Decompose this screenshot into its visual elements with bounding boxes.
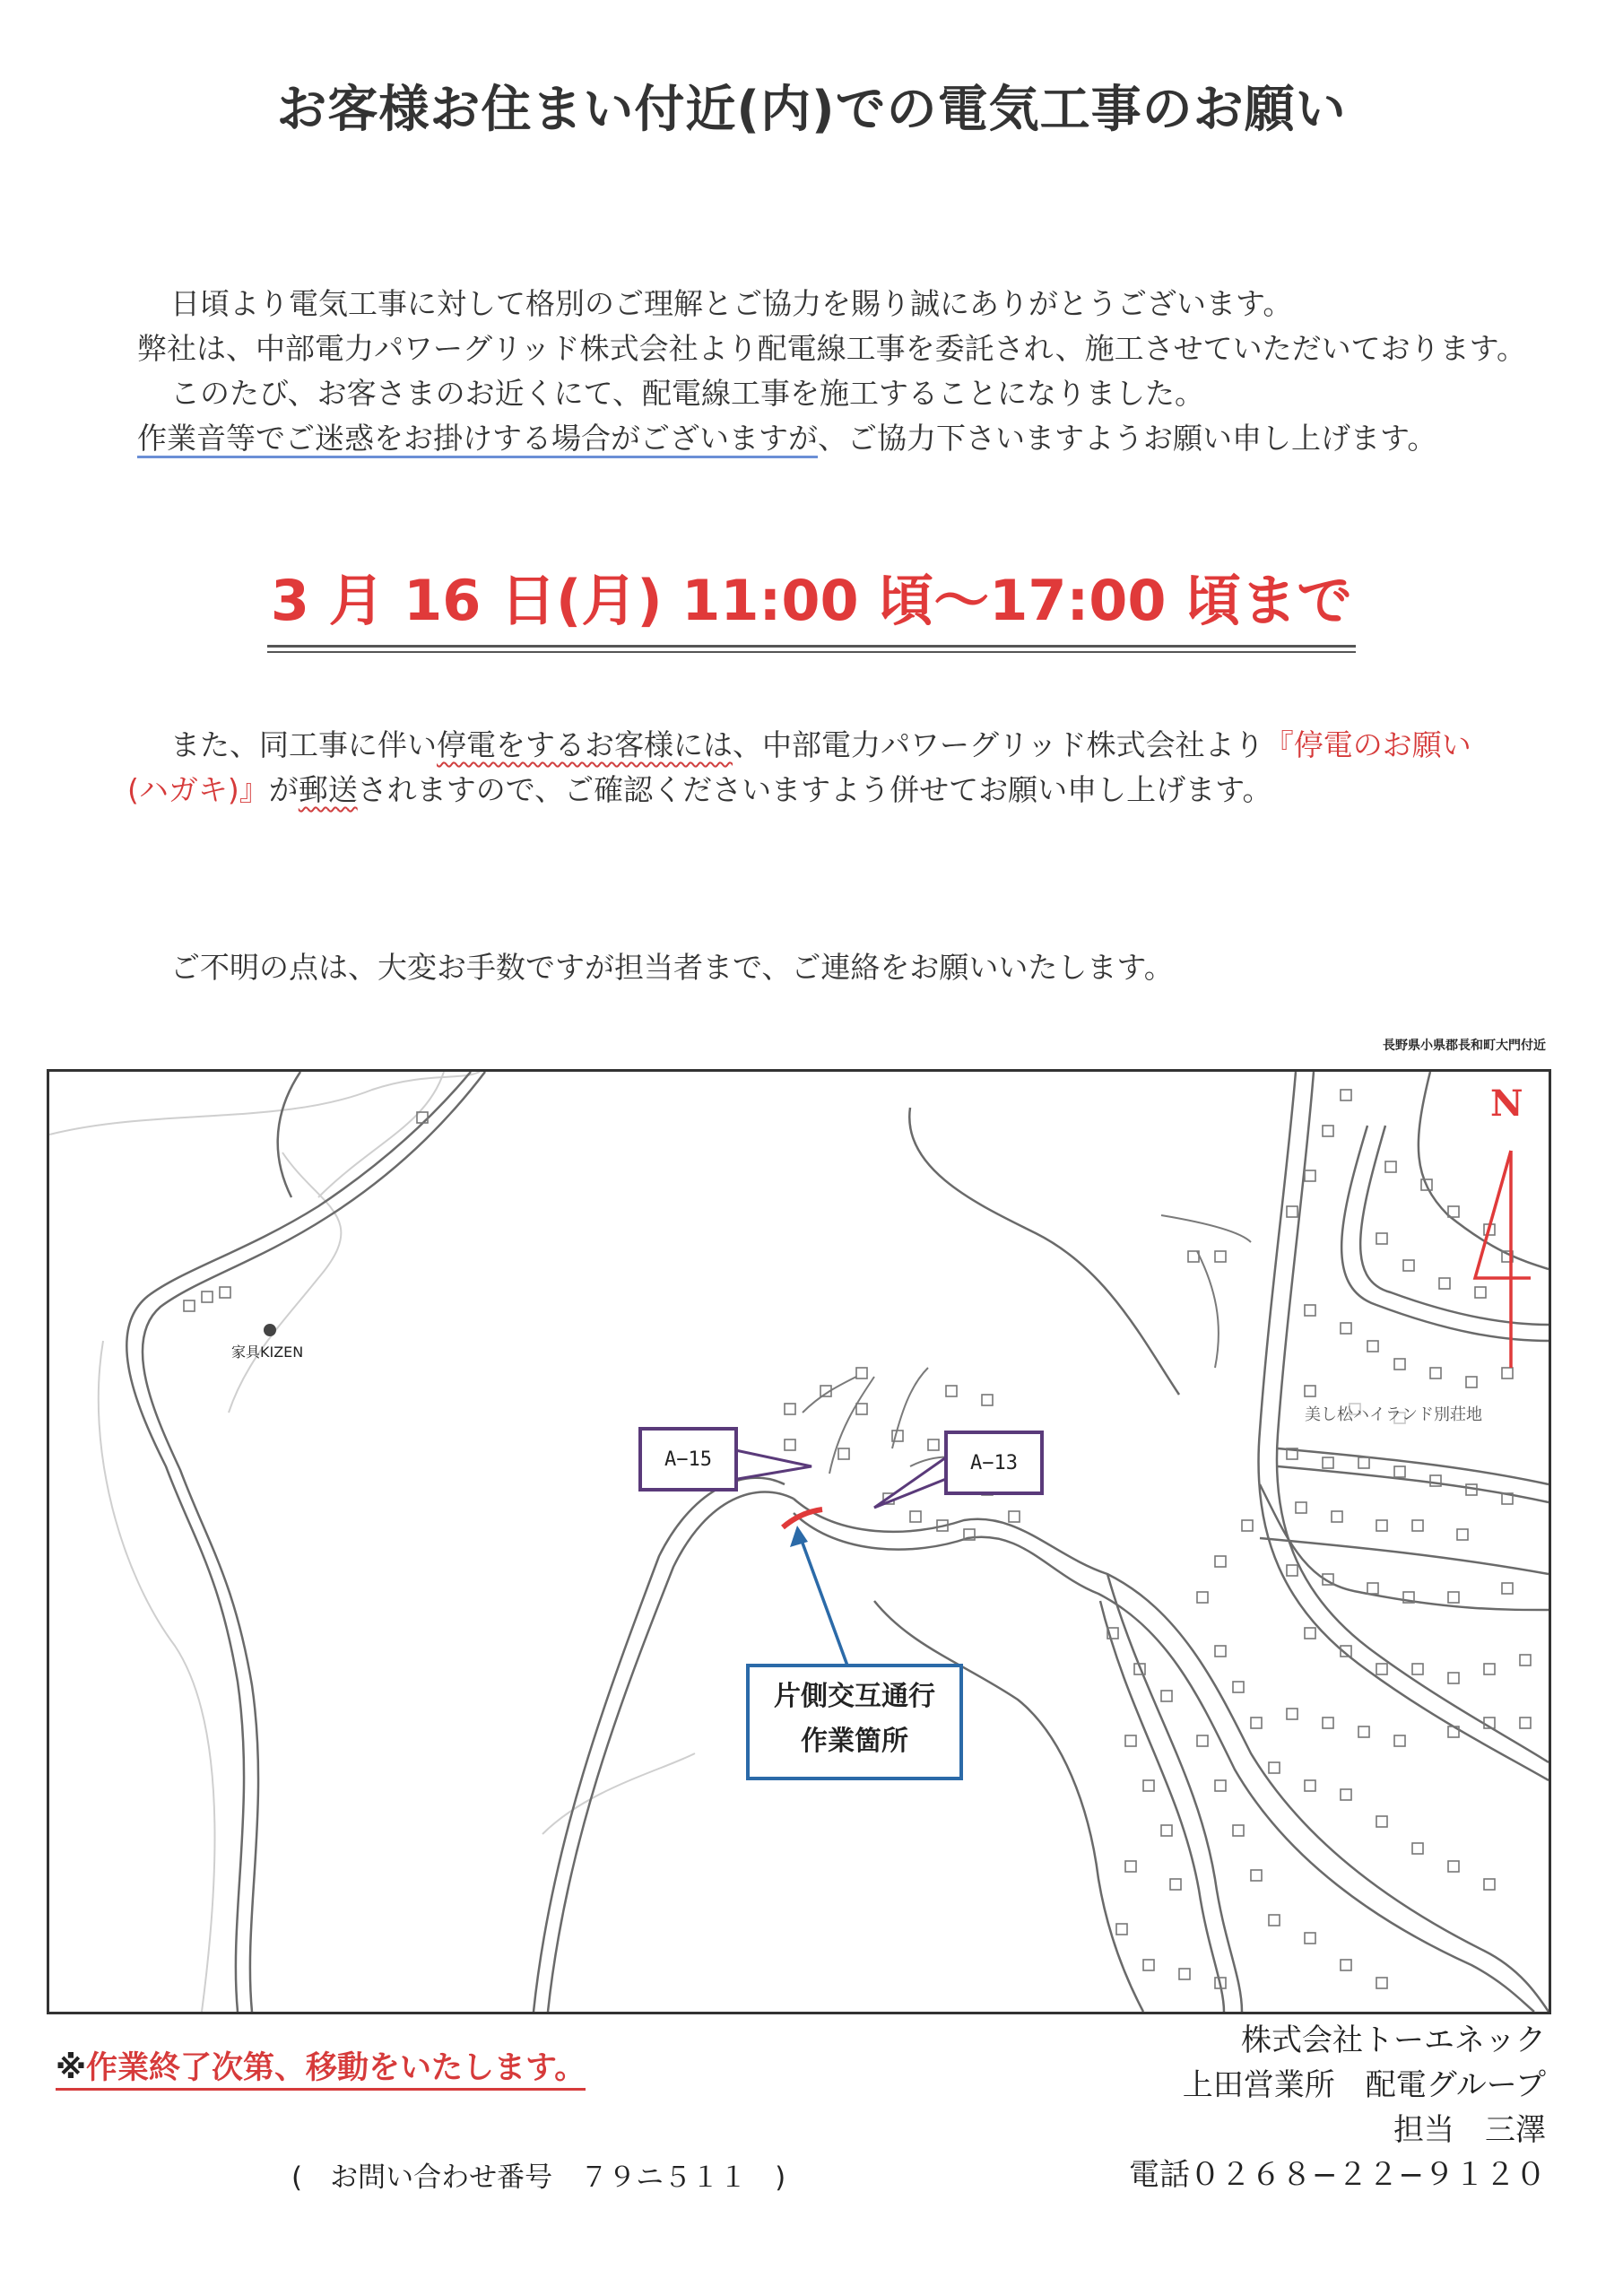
outage-line-1 — [170, 723, 1471, 768]
compass-north-label: N — [1490, 1083, 1523, 1125]
greeting-line: 日頃より電気工事に対して格別のご理解とご協力を賜り誠にありがとうございます。 — [170, 286, 1293, 321]
phone-number: 電話０２６８−２２−９１２０ — [1129, 2157, 1546, 2193]
office-name: 上田営業所 配電グループ — [1182, 2067, 1546, 2103]
noise-apology-rest: 、ご協力下さいますようお願い申し上げます。 — [818, 421, 1437, 456]
company-block — [1129, 2018, 1546, 2197]
outage-postcard-title: 『停電のお願い — [1263, 727, 1471, 762]
schedule-date: 3 月 16 日(月) 11:00 頃〜17:00 頃まで — [267, 556, 1356, 648]
outage-line-2 — [127, 768, 1271, 813]
poi-label: 家具KIZEN — [231, 1344, 304, 1361]
notice-mark: ※ — [56, 2050, 87, 2086]
work-label-traffic: 片側交互通行 — [774, 1681, 935, 1712]
moving-notice-text — [56, 2050, 586, 2091]
work-arrow-line — [801, 1538, 847, 1665]
person-in-charge: 担当 三澤 — [1393, 2112, 1546, 2148]
contact-note: ご不明の点は、大変お手数ですが担当者まで、ご連絡をお願いいたします。 — [170, 950, 1174, 985]
work-label-site: 作業箇所 — [801, 1726, 908, 1757]
inquiry-number: ( お問い合わせ番号 ７９ニ５１１ ) — [291, 2161, 786, 2194]
work-segment — [783, 1509, 822, 1527]
site-map — [47, 1069, 1551, 2014]
schedule-block — [0, 556, 1623, 648]
moving-text: 作業終了次第、移動をいたします。 — [86, 2050, 586, 2086]
noise-apology-underlined: 作業音等でご迷惑をお掛けする場合がございますが — [137, 421, 818, 458]
callout-right-pointer — [874, 1457, 946, 1508]
buildings — [184, 1090, 1531, 1988]
outage-mail: 郵送 — [298, 772, 358, 807]
callout-a13: A−13 — [944, 1431, 1044, 1495]
company-intro-line: 弊社は、中部電力パワーグリッド株式会社より配電線工事を委託され、施工させていただいております。 — [137, 331, 1527, 366]
outage-mid: 、中部電力パワーグリッド株式会社より — [733, 727, 1264, 762]
work-arrow-head — [790, 1526, 808, 1547]
outage-pre: また、同工事に伴い — [170, 727, 437, 762]
area-label: 美し松ハイランド別荘地 — [1305, 1402, 1482, 1425]
outage-ga: が — [268, 772, 299, 807]
map-drawing — [49, 1072, 1549, 2012]
moving-notice — [56, 2043, 586, 2088]
terrain-contours — [49, 1072, 695, 2012]
construction-notice-line: このたび、お客さまのお近くにて、配電線工事を施工することになりました。 — [170, 376, 1205, 411]
callout-a15: A−15 — [638, 1427, 738, 1492]
poi-marker-icon — [264, 1324, 276, 1336]
noise-apology-line — [137, 416, 1436, 461]
outage-rest: されますので、ご確認くださいますよう併せてお願い申し上げます。 — [357, 772, 1272, 807]
page-title: お客様お住まい付近(内)での電気工事のお願い — [276, 81, 1347, 139]
callout-left-pointer — [727, 1448, 812, 1481]
outage-postcard-note: (ハガキ)』 — [127, 772, 269, 807]
work-location-box — [746, 1664, 963, 1780]
outage-customers: 停電をするお客様には — [437, 727, 733, 762]
company-name: 株式会社トーエネック — [1241, 2022, 1546, 2058]
roads — [126, 1072, 1549, 2012]
map-caption: 長野県小県郡長和町大門付近 — [1383, 1039, 1546, 1053]
